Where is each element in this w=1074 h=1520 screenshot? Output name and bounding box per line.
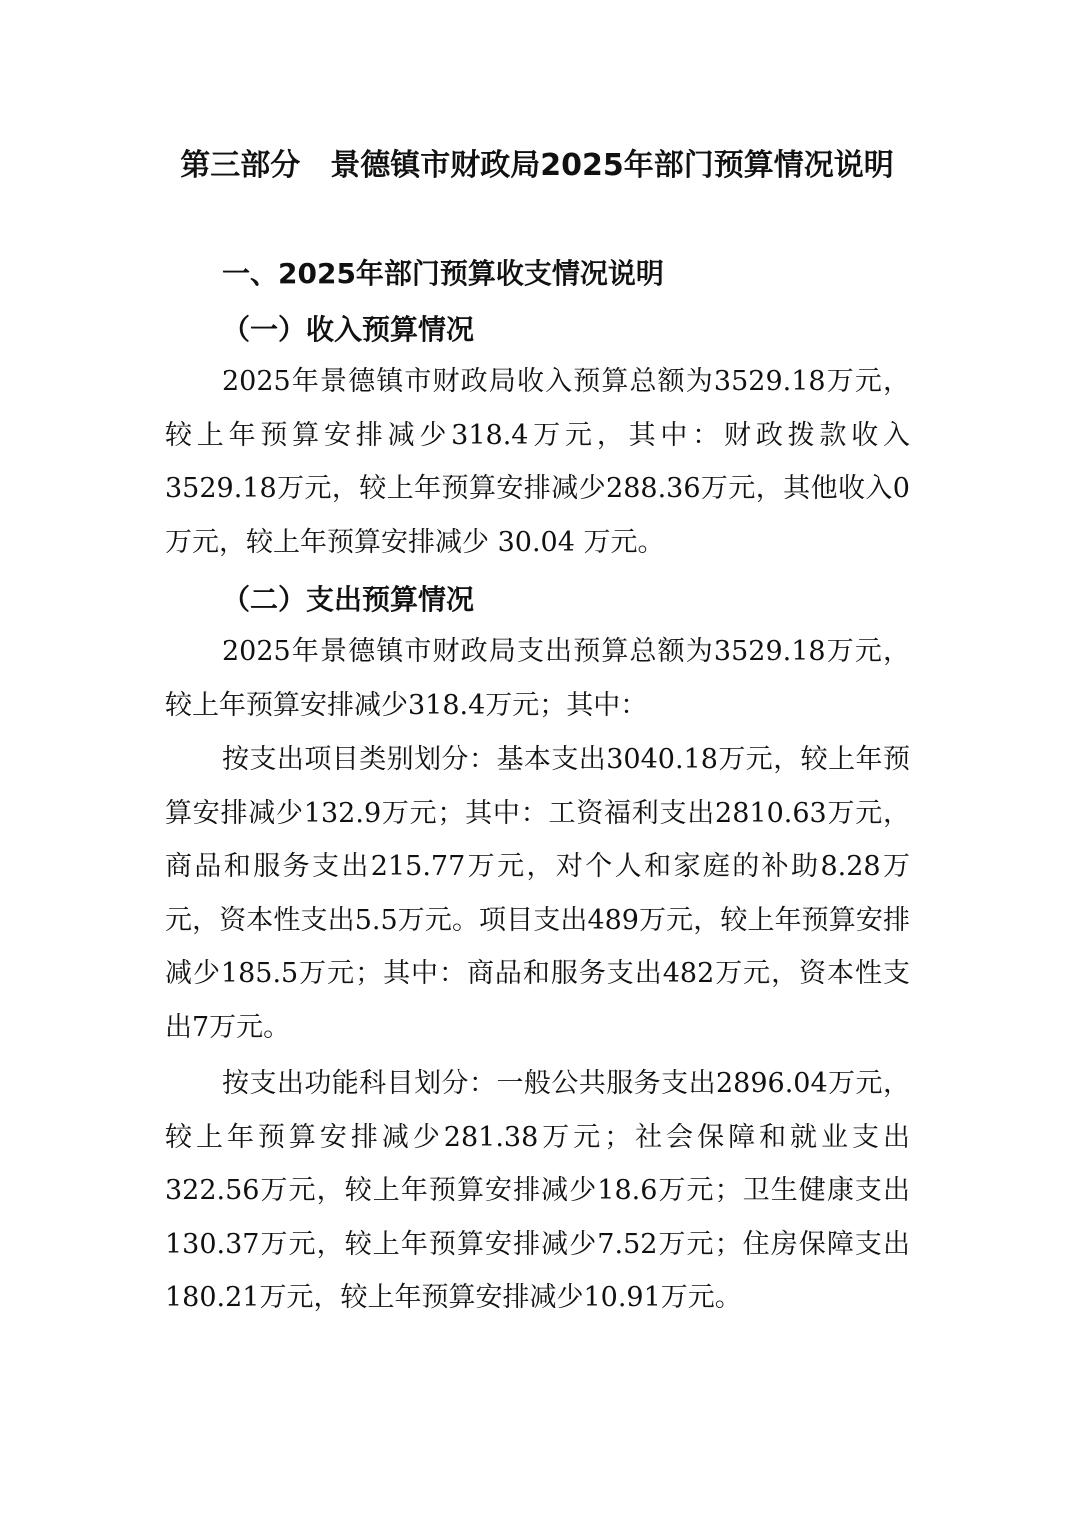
document-title: 第三部分 景德镇市财政局2025年部门预算情况说明 bbox=[180, 148, 894, 183]
subsection-heading-income: （一）收入预算情况 bbox=[222, 313, 475, 346]
section-heading-budget-overview: 一、2025年部门预算收支情况说明 bbox=[222, 257, 664, 290]
expenditure-by-category-paragraph: 按支出项目类别划分：基本支出3040.18万元，较上年预算安排减少132.9万元；其中：工资福利支出2810.63万元，商品和服务支出215.77万元，对个人和家庭的补助8.28万元，资本性支出5.5万元。项目支出489万元，较上年预算安排减少185.5万元；其中：商品和服务支出482万元，资本性支出7万元。 bbox=[165, 744, 910, 1043]
subsection-heading-expenditure: （二）支出预算情况 bbox=[222, 583, 475, 616]
expenditure-total-paragraph: 2025年景德镇市财政局支出预算总额为3529.18万元，较上年预算安排减少318.4万元；其中： bbox=[165, 636, 910, 721]
income-paragraph: 2025年景德镇市财政局收入预算总额为3529.18万元，较上年预算安排减少318.4万元，其中：财政拨款收入3529.18万元，较上年预算安排减少288.36万元，其他收入0万元，较上年预算安排减少 30.04 万元。 bbox=[165, 366, 910, 558]
expenditure-by-function-paragraph: 按支出功能科目划分：一般公共服务支出2896.04万元，较上年预算安排减少281.38万元；社会保障和就业支出322.56万元，较上年预算安排减少18.6万元；卫生健康支出130.37万元，较上年预算安排减少7.52万元；住房保障支出180.21万元，较上年预算安排减少10.91万元。 bbox=[165, 1068, 910, 1313]
